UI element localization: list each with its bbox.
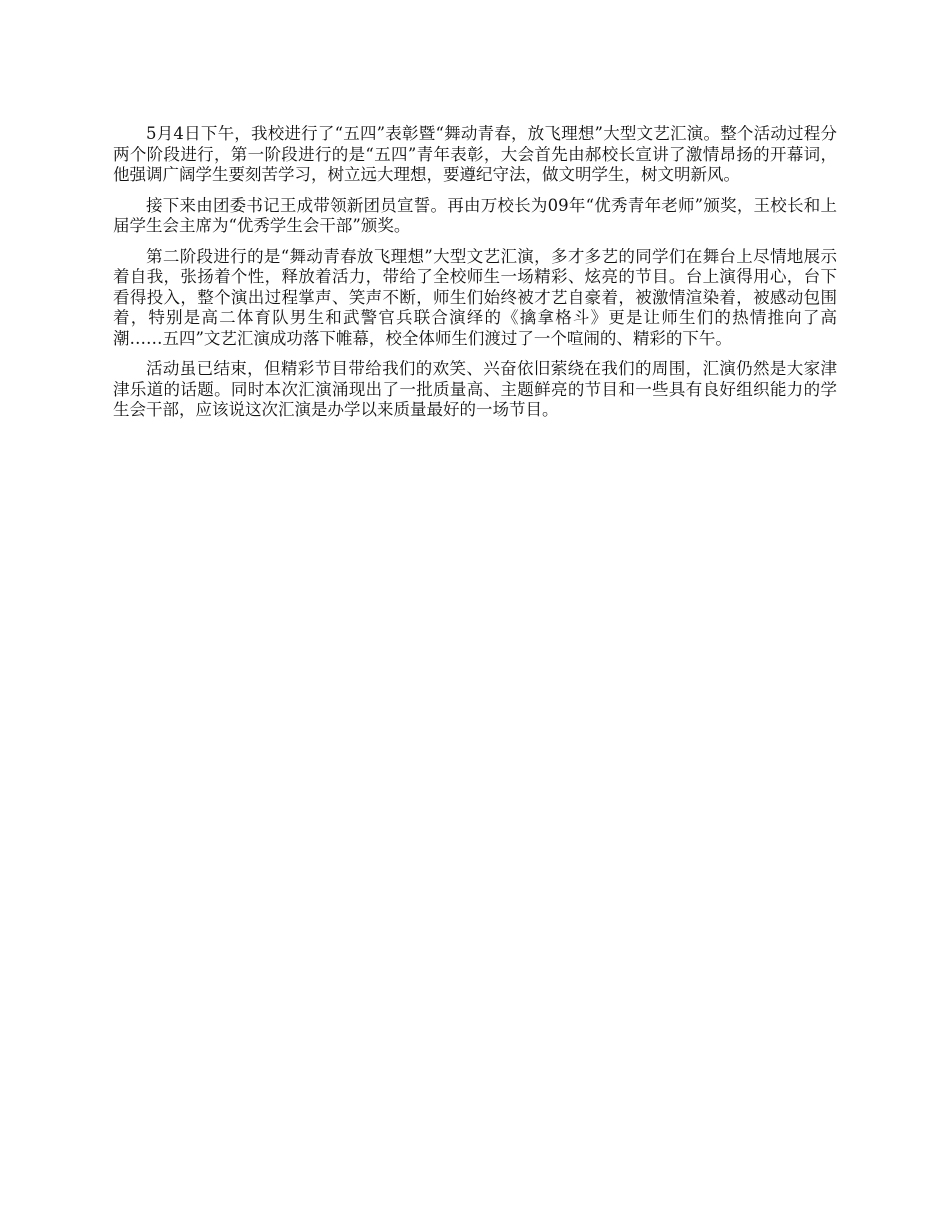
paragraph-conclusion: 活动虽已结束，但精彩节目带给我们的欢笑、兴奋依旧萦绕在我们的周围，汇演仍然是大家津津乐道的话题。同时本次汇演涌现出了一批质量高、主题鲜亮的节目和一些具有良好组织能力的学生会干部，应该说这次汇演是办学以来质量最好的一场节目。 bbox=[113, 359, 837, 419]
paragraph-intro: 5月4日下午，我校进行了“五四”表彰暨“舞动青春，放飞理想”大型文艺汇演。整个活动过程分两个阶段进行，第一阶段进行的是“五四”青年表彰，大会首先由郝校长宣讲了激情昂扬的开幕词，他强调广阔学生要刻苦学习，树立远大理想，要遵纪守法，做文明学生，树文明新风。 bbox=[113, 124, 837, 184]
paragraph-performance: 第二阶段进行的是“舞动青春放飞理想”大型文艺汇演，多才多艺的同学们在舞台上尽情地展示着自我，张扬着个性，释放着活力，带给了全校师生一场精彩、炫亮的节目。台上演得用心，台下看得投入，整个演出过程掌声、笑声不断，师生们始终被才艺自豪着，被激情渲染着，被感动包围着，特别是高二体育队男生和武警官兵联合演绎的《擒拿格斗》更是让师生们的热情推向了高潮……五四”文艺汇演成功落下帷幕，校全体师生们渡过了一个喧闹的、精彩的下午。 bbox=[113, 246, 837, 348]
paragraph-oath-awards: 接下来由团委书记王成带领新团员宣誓。再由万校长为09年“优秀青年老师”颁奖，王校长和上届学生会主席为“优秀学生会干部”颁奖。 bbox=[113, 195, 837, 235]
document-body bbox=[113, 124, 837, 431]
